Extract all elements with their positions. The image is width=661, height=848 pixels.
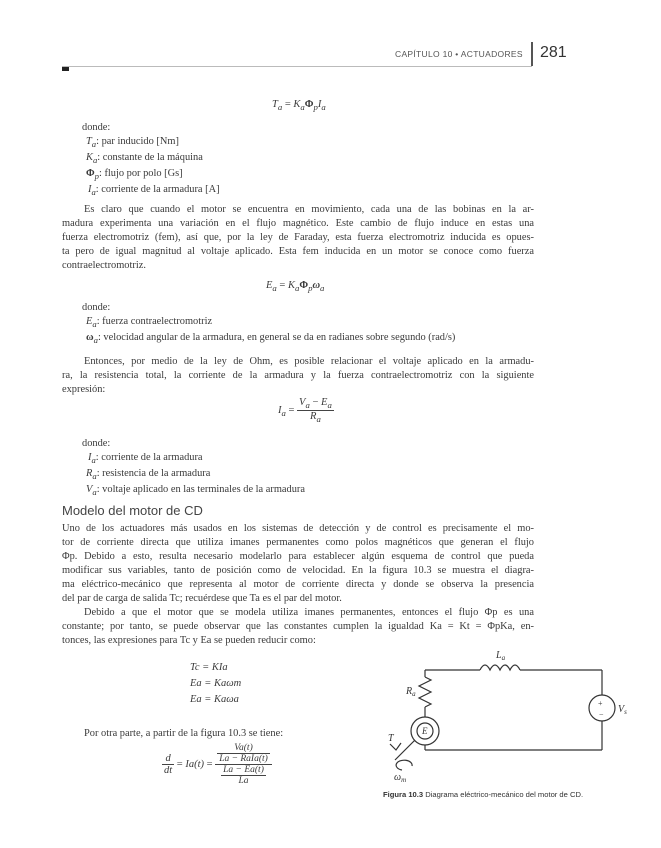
paragraph-3: Uno de los actuadores más usados en los sistemas de detección y de control es precisamente el mo- tor de corriente directa que utiliza imanes permanentes como polos magnéticos que generan el flujo Φp. Debido a esto, resulta necesario modelarlo para establecer algún esquema de control que pueda modificar sus variables, tanto de posición como de velocidad. En la figura 10.3 se muestra el diagra- ma eléctrico-mecánico que representa al motor de corriente directa y donde se observa la presencia del par de carga de salida Tc; recuérdese que Ta es el par del motor. [62,523,534,604]
equation-back-emf: $E_a = K_a\Phi_p\omega_a$ [266,280,325,294]
section-title: Modelo del motor de CD [62,503,203,518]
equation-line: Ea = Kaωa [190,694,239,705]
def-item: $T_a$: par inducido [Nm] [86,136,179,150]
plus-sign: + [598,699,603,708]
equation-torque: $T_a = K_a\Phi_pI_a$ [272,99,326,113]
torque-label: T [388,733,394,744]
header-rule [62,66,532,67]
chapter-label: CAPÍTULO 10 [395,49,453,59]
def-item: $V_a$: voltaje aplicado en las terminales de la armadura [86,484,305,498]
motor-circuit-diagram [380,640,630,790]
omega-label: $\omega_m$ [394,772,407,784]
equation-line: Tc = KIa [190,662,228,673]
equation-line: Ea = Kaωm [190,678,242,689]
resistor-symbol [419,677,431,707]
donde-label: donde: [82,302,111,313]
def-item: $I_a$: corriente de la armadura [88,452,203,466]
paragraph-1: Es claro que cuando el motor se encuentra en movimiento, cada una de las bobinas en la ar- madura experimenta una variación en el flujo magnético. Este cambio de flujo induce en estas una fuerza electromotriz (fem), así que, por la ley de Faraday, esta fuerza electromotriz inducida es opues- ta pero de igual magnitud al voltaje aplicado. Esta fem inducida en un motor se conoce como fuerza contraelectromotriz. [62,204,534,271]
torque-arrow [390,743,401,750]
paragraph-5: Por otra parte, a partir de la figura 10.3 se tiene: [84,728,284,739]
section-label: ACTUADORES [460,49,523,59]
def-item: $K_a$: constante de la máquina [86,152,203,166]
donde-label: donde: [82,122,111,133]
definition-list-2 [82,301,455,347]
equation-derivative: $\frac{d}{dt}$ = Ia(t) = $\frac{\frac{Va(t)}{\text{La − RaIa(t)}}}{\frac{La - Ea(t)}{La}}$ [162,743,272,786]
source-label: $V_s$ [618,704,627,716]
definition-list-1 [82,121,220,199]
figure-caption-text: Diagrama eléctrico-mecánico del motor de CD. [425,790,584,799]
minus-sign: − [599,710,604,719]
inductor-label: $L_a$ [496,650,506,662]
def-item: $I_a$: corriente de la armadura [A] [88,184,220,198]
running-header: CAPÍTULO 10 • ACTUADORES [395,49,523,59]
definition-list-3 [82,437,305,499]
paragraph-4: Debido a que el motor que se modela utiliza imanes permanentes, entonces el flujo Φp es una constante; por tanto, se puede observar que las constantes cumplen la igualdad Ka = Kt = ΦpKa, en- tonces, las expresiones para Tc y Ea se pueden reducir como: [62,607,534,646]
def-item: $\Phi_p$: flujo por polo [Gs] [86,168,183,182]
header-divider [531,42,533,66]
shaft-line [395,740,415,760]
figure-caption [383,790,583,799]
donde-label: donde: [82,438,111,449]
def-item: $R_a$: resistencia de la armadura [86,468,211,482]
page-number: 281 [540,44,567,61]
reduced-equations [190,660,241,708]
inductor-symbol [480,665,520,670]
def-item: $E_a$: fuerza contraelectromotriz [86,316,213,330]
equation-ohm: $I_a$ = $\frac{V_a - E_a}{R_a}$ [278,397,332,425]
resistor-label: $R_a$ [406,686,416,698]
paragraph-2: Entonces, por medio de la ley de Ohm, es posible relacionar el voltaje aplicado en la armadu- ra, la resistencia total, la corriente de la armadura y la fuerza contraelectromotriz con la siguiente expresión: [62,356,534,395]
angular-velocity-arrow [396,760,412,770]
emf-label: E [422,726,428,736]
def-item: $\omega_a$: velocidad angular de la armadura, en general se da en radianes sobre segundo (rad/s) [86,332,456,346]
figure-label: Figura 10.3 [383,790,424,799]
